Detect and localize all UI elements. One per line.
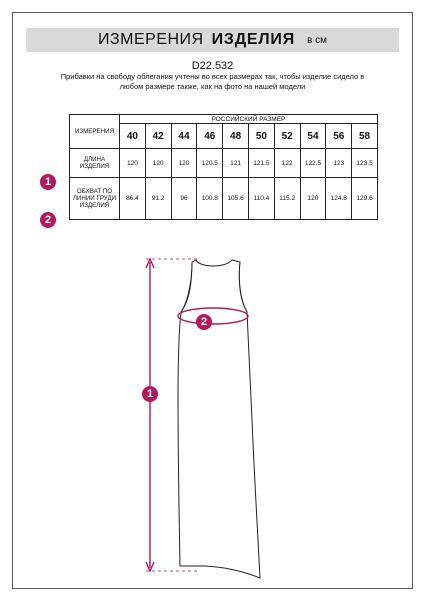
article-code: D22.532	[191, 60, 234, 72]
size-cell: 52	[274, 124, 300, 149]
title-part1: ИЗМЕРЕНИЯ	[97, 31, 204, 48]
value-cell: 122	[274, 149, 300, 178]
value-cell: 86.4	[120, 178, 146, 220]
row-label: ОБХВАТ ПО ЛИНИИ ГРУДИ ИЗДЕЛИЯ	[70, 178, 120, 220]
value-cell: 120	[300, 178, 326, 220]
value-cell: 121.5	[248, 149, 274, 178]
value-cell: 124.8	[326, 178, 352, 220]
size-cell: 46	[197, 124, 223, 149]
value-cell: 121	[223, 149, 249, 178]
size-cell: 56	[326, 124, 352, 149]
value-cell: 105.6	[223, 178, 249, 220]
value-cell: 115.2	[274, 178, 300, 220]
title-unit: в см	[307, 34, 327, 46]
value-cell: 120	[120, 149, 146, 178]
size-cell: 54	[300, 124, 326, 149]
size-group-header: РОССИЙСКИЙ РАЗМЕР	[120, 115, 378, 124]
value-cell: 129.6	[352, 178, 378, 220]
value-cell: 110.4	[248, 178, 274, 220]
value-cell: 122.5	[300, 149, 326, 178]
size-cell: 48	[223, 124, 249, 149]
chest-measure-ellipse	[178, 308, 248, 324]
value-cell: 120.5	[197, 149, 223, 178]
size-cell: 44	[171, 124, 197, 149]
value-cell: 120	[171, 149, 197, 178]
row-marker-2: 2	[40, 212, 56, 228]
row-marker-1: 1	[40, 174, 56, 190]
size-cell: 58	[352, 124, 378, 149]
chest-marker: 2	[196, 314, 212, 330]
row-label: ДЛИНА ИЗДЕЛИЯ	[70, 149, 120, 178]
value-cell: 96	[171, 178, 197, 220]
value-cell: 123	[326, 149, 352, 178]
value-cell: 123.5	[352, 149, 378, 178]
size-cell: 42	[145, 124, 171, 149]
length-marker: 1	[142, 386, 158, 402]
armhole-left	[181, 262, 192, 312]
value-cell: 91.2	[145, 178, 171, 220]
measure-header: ИЗМЕРЕНИЯ	[70, 115, 120, 149]
size-cell: 40	[120, 124, 146, 149]
title-part2: ИЗДЕЛИЯ	[211, 31, 296, 48]
value-cell: 100.8	[197, 178, 223, 220]
value-cell: 120	[145, 149, 171, 178]
size-cell: 50	[248, 124, 274, 149]
fit-note: Прибавки на свободу облегания учтены во всех размерах так, чтобы изделие сидело в любом размере также, как на фото на нашей модели	[60, 72, 365, 91]
